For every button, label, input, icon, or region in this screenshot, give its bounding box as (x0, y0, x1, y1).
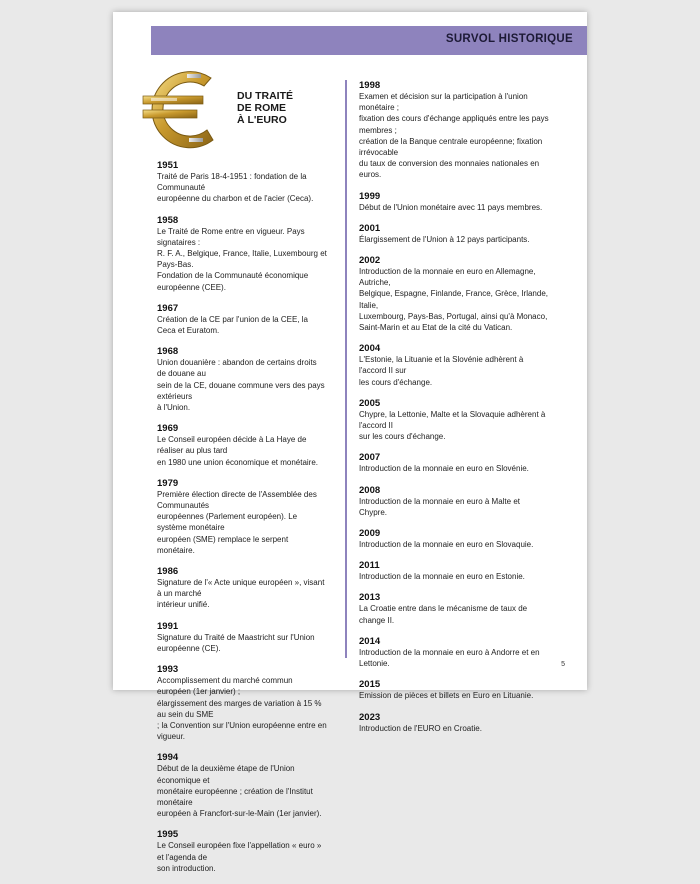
timeline-text-line: Le Traité de Rome entre en vigueur. Pays signataires : (157, 226, 305, 247)
timeline-year: 1968 (157, 346, 179, 358)
timeline-text-line: européenne du charbon et de l'acier (Ceca). (157, 194, 314, 204)
timeline-entry (359, 255, 549, 333)
timeline-text-line: fixation des cours d'échange appliqués entre les pays membres ; (359, 114, 549, 135)
timeline-entry (157, 621, 327, 654)
timeline-text-line: à l'Union. (157, 403, 191, 413)
timeline-year: 2007 (359, 452, 381, 464)
timeline-year: 1951 (157, 160, 179, 171)
logo-caption (237, 90, 293, 126)
timeline-entry (157, 346, 327, 413)
logo-line: DU TRAITÉ (237, 90, 293, 102)
section-title: SURVOL HISTORIQUE (445, 33, 573, 45)
timeline-year: 2015 (359, 679, 381, 691)
timeline-entry (359, 712, 549, 734)
header-band (151, 26, 587, 55)
timeline-year: 1958 (157, 214, 179, 226)
euro-symbol-logo (141, 64, 229, 154)
document-page (113, 12, 587, 873)
timeline-year: 2002 (359, 255, 381, 267)
timeline-text-line: élargissement des marges de variation à 15 % au sein du SME (157, 698, 322, 719)
timeline-text-line: Introduction de la monnaie en euro en Slovaquie. (359, 540, 534, 550)
timeline-text-line: Création de la CE par l'union de la CEE, la Ceca et Euratom. (157, 314, 308, 336)
timeline-text-line: Union douanière : abandon de certains droits de douane au (157, 358, 317, 379)
timeline-text-line: européennes (Parlement européen). Le système monétaire (157, 512, 298, 533)
column-divider (345, 80, 347, 658)
timeline-text-line: son introduction. (157, 863, 216, 873)
timeline-entry (157, 423, 327, 468)
timeline-year: 1991 (157, 620, 179, 632)
timeline-year: 2014 (359, 635, 381, 647)
timeline-entry (157, 566, 327, 611)
timeline-text-line: Introduction de la monnaie en euro en Slovénie. (359, 464, 529, 474)
timeline-entry (157, 215, 327, 293)
timeline-entry (157, 829, 327, 874)
timeline-year: 2011 (359, 560, 380, 572)
logo-line: À L'EURO (237, 114, 287, 126)
timeline-year: 1969 (157, 423, 179, 435)
timeline-text-line: européen (SME) remplace le serpent monétaire. (157, 534, 289, 555)
timeline-text-line: Première élection directe de l'Assemblée des Communautés (157, 489, 317, 511)
timeline-year: 2005 (359, 397, 381, 409)
timeline-entry (359, 679, 549, 701)
timeline-text-line: Emission de pièces et billets en Euro en Lituanie. (359, 691, 534, 701)
timeline-year: 1993 (157, 664, 179, 676)
timeline-year: 2004 (359, 343, 381, 355)
timeline-entry (157, 478, 327, 556)
timeline-entry (157, 752, 327, 819)
timeline-year: 1986 (157, 566, 179, 578)
timeline-entry (157, 160, 327, 205)
timeline-entry (359, 80, 549, 181)
timeline-year: 2009 (359, 528, 381, 540)
right-timeline-column (359, 80, 549, 744)
timeline-text-line: intérieur unifié. (157, 600, 210, 610)
timeline-text-line: monétaire européenne ; création de l'Institut monétaire (157, 786, 313, 807)
timeline-entry (359, 636, 549, 669)
timeline-text-line: du taux de conversion des monnaies nationales en euros. (359, 159, 540, 180)
timeline-text-line: Luxembourg, Pays-Bas, Portugal, ainsi qu'à Monaco, (359, 311, 548, 321)
timeline-text-line: Introduction de la monnaie en euro à Malte et Chypre. (359, 496, 520, 517)
timeline-text-line: Élargissement de l'Union à 12 pays participants. (359, 234, 530, 244)
left-timeline-column (157, 160, 327, 884)
timeline-year: 1995 (157, 829, 179, 841)
timeline-text-line: Introduction de la monnaie en euro à Andorre et en Lettonie. (359, 647, 540, 669)
timeline-text-line: La Croatie entre dans le mécanisme de taux de change II. (359, 604, 528, 625)
page-number: 5 (561, 661, 565, 668)
timeline-year: 1999 (359, 190, 381, 202)
timeline-text-line: Chypre, la Lettonie, Malte et la Slovaquie adhèrent à l'accord II (359, 409, 546, 431)
timeline-text-line: les cours d'échange. (359, 377, 433, 387)
timeline-text-line: Début de la deuxième étape de l'Union économique et (157, 764, 295, 785)
timeline-year: 2023 (359, 711, 381, 723)
euro-icon (141, 64, 229, 154)
timeline-entry (359, 485, 549, 518)
timeline-year: 2001 (359, 222, 381, 234)
timeline-text-line: Traité de Paris 18-4-1951 : fondation de la Communauté (157, 172, 307, 193)
timeline-text-line: Belgique, Espagne, Finlande, France, Grèce, Irlande, Italie, (359, 289, 548, 310)
timeline-text-line: sein de la CE, douane commune vers des pays extérieurs (157, 380, 325, 401)
timeline-text-line: en 1980 une union économique et monétaire. (157, 457, 319, 467)
timeline-text-line: L'Estonie, la Lituanie et la Slovénie adhèrent à l'accord II sur (359, 355, 524, 376)
timeline-year: 2013 (359, 592, 381, 604)
timeline-text-line: sur les cours d'échange. (359, 432, 446, 442)
timeline-text-line: R. F. A., Belgique, France, Italie, Luxembourg et Pays-Bas. (157, 249, 327, 270)
timeline-text-line: européen à Francfort-sur-le-Main (1er janvier). (157, 809, 322, 819)
timeline-entry (359, 452, 549, 474)
timeline-year: 1979 (157, 477, 179, 489)
timeline-entry (359, 191, 549, 213)
timeline-entry (359, 592, 549, 625)
timeline-text-line: Le Conseil européen décide à La Haye de réaliser au plus tard (157, 435, 307, 456)
timeline-text-line: Fondation de la Communauté économique européenne (CEE). (157, 271, 309, 292)
timeline-text-line: Introduction de l'EURO en Croatie. (359, 723, 482, 733)
timeline-entry (359, 560, 549, 582)
timeline-entry (359, 398, 549, 443)
timeline-year: 1967 (157, 302, 179, 314)
timeline-text-line: Signature de l'« Acte unique européen », visant à un marché (157, 578, 325, 599)
timeline-text-line: Accomplissement du marché commun européen (1er janvier) ; (157, 676, 293, 697)
timeline-text-line: Examen et décision sur la participation à l'union monétaire ; (359, 92, 528, 113)
timeline-text-line: Introduction de la monnaie en euro en Allemagne, Autriche, (359, 267, 536, 288)
timeline-text-line: Introduction de la monnaie en euro en Estonie. (359, 572, 525, 582)
timeline-entry (359, 343, 549, 388)
timeline-entry (157, 303, 327, 336)
timeline-year: 2008 (359, 484, 381, 496)
timeline-entry (157, 664, 327, 742)
timeline-entry (359, 528, 549, 550)
timeline-entry (359, 223, 549, 245)
timeline-text-line: création de la Banque centrale européenne; fixation irrévocable (359, 136, 543, 158)
timeline-text-line: Signature du Traité de Maastricht sur l'Union européenne (CE). (157, 632, 315, 653)
timeline-text-line: Début de l'Union monétaire avec 11 pays membres. (359, 202, 543, 212)
timeline-text-line: Saint-Marin et au Etat de la cité du Vatican. (359, 323, 513, 333)
timeline-text-line: ; la Convention sur l'Union européenne entre en vigueur. (157, 720, 327, 742)
timeline-year: 1998 (359, 80, 381, 91)
timeline-year: 1994 (157, 752, 179, 764)
logo-line: DE ROME (237, 102, 287, 114)
timeline-text-line: Le Conseil européen fixe l'appellation « euro » et l'agenda de (157, 841, 322, 862)
